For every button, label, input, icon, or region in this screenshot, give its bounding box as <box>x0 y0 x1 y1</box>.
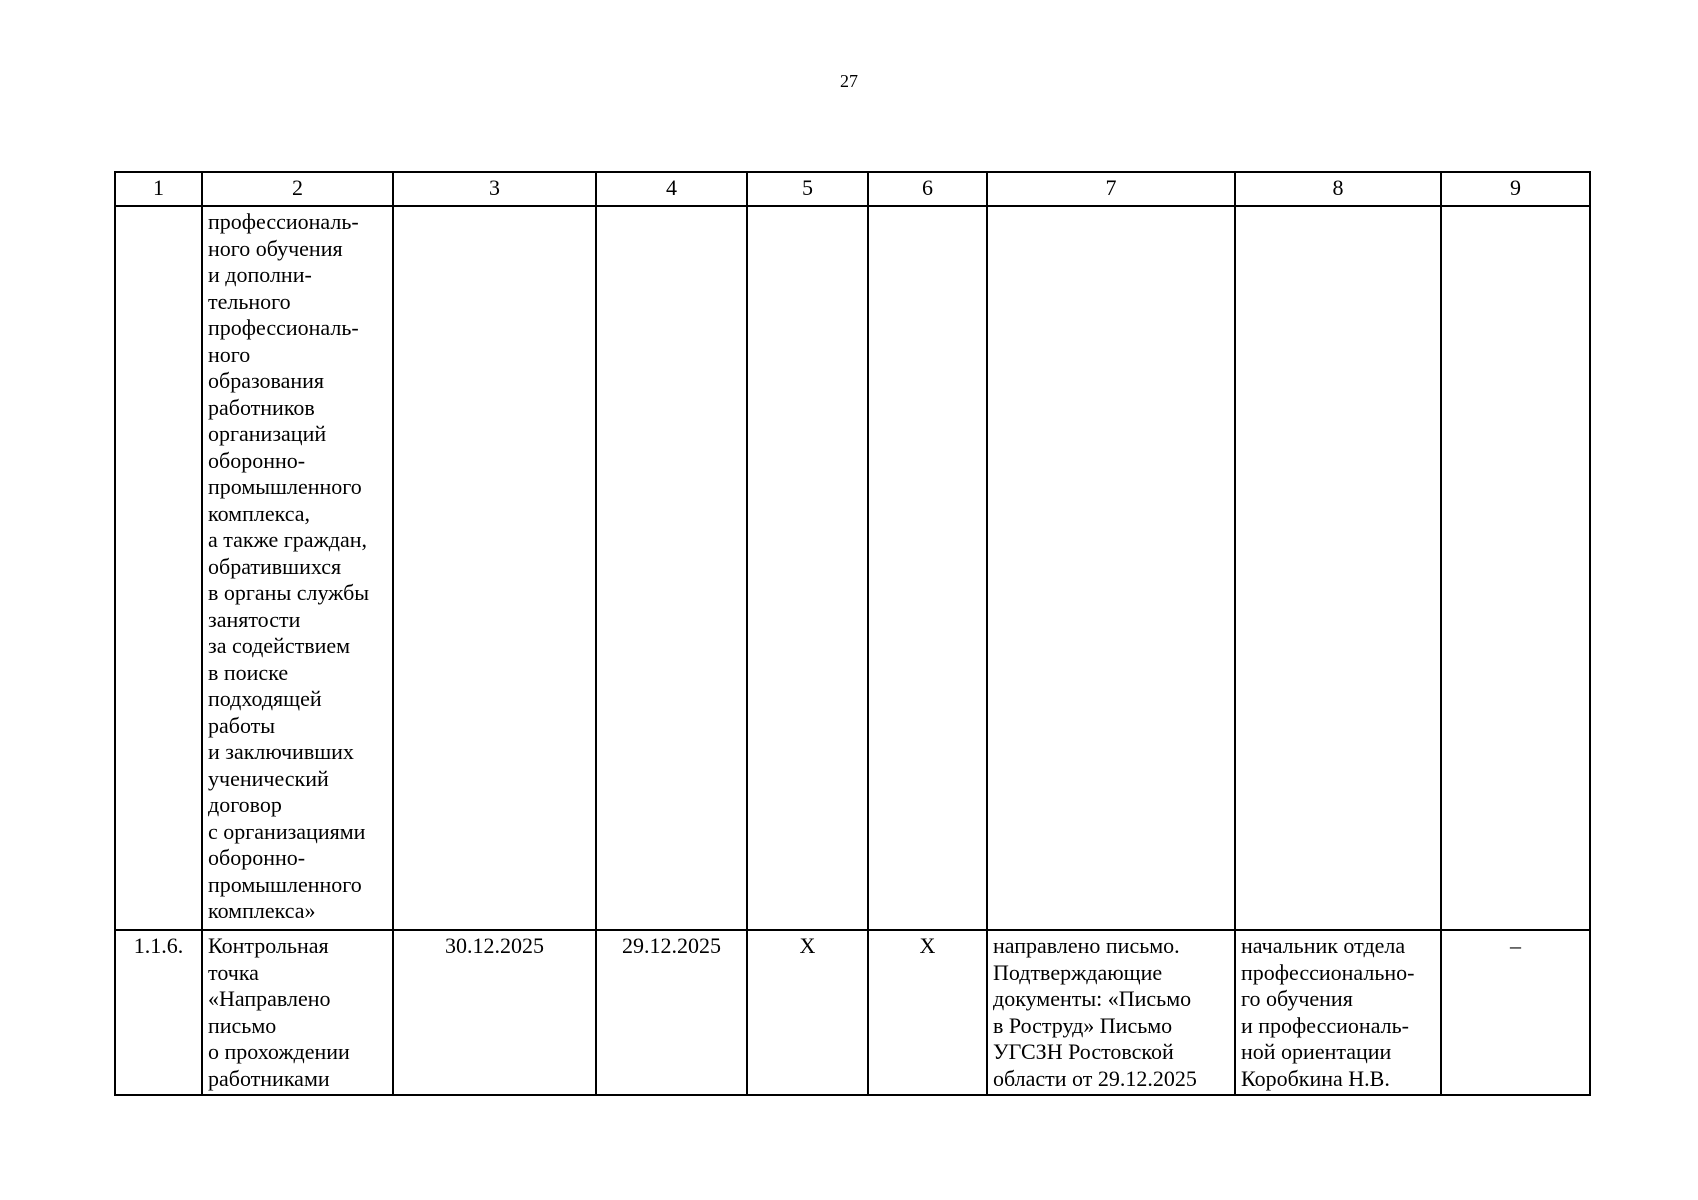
header-col-3: 3 <box>393 172 596 206</box>
header-col-4: 4 <box>596 172 747 206</box>
cell-col-5 <box>747 206 868 930</box>
cell-status <box>987 206 1235 930</box>
header-col-9: 9 <box>1441 172 1590 206</box>
cell-number <box>115 206 202 930</box>
cell-responsible: начальник отдела профессионально- го обучения и профессиональ- ной ориентации Коробкина Н.В. <box>1235 930 1441 1095</box>
table-header <box>115 172 1590 206</box>
document-table <box>114 171 1591 1096</box>
cell-name: профессиональ- ного обучения и дополни- тельного профессиональ- ного образования работников организаций оборонно- промышленного комплекса, а также граждан, обратившихся в органы службы занятости за содействием в поиске подходящей работы и заключивших ученический договор с организациями оборонно- промышленного комплекса» <box>202 206 393 930</box>
cell-col-9 <box>1441 206 1590 930</box>
cell-status: направлено письмо. Подтверждающие документы: «Письмо в Роструд» Письмо УГСЗН Ростовской области от 29.12.2025 <box>987 930 1235 1095</box>
cell-actual-date <box>596 206 747 930</box>
header-col-8: 8 <box>1235 172 1441 206</box>
header-col-1: 1 <box>115 172 202 206</box>
header-col-5: 5 <box>747 172 868 206</box>
table-row-1-1-6 <box>115 930 1590 1095</box>
cell-actual-date: 29.12.2025 <box>596 930 747 1095</box>
cell-col-9: – <box>1441 930 1590 1095</box>
cell-col-5: X <box>747 930 868 1095</box>
page-number: 27 <box>840 71 858 91</box>
header-row <box>115 172 1590 206</box>
header-col-7: 7 <box>987 172 1235 206</box>
cell-planned-date: 30.12.2025 <box>393 930 596 1095</box>
cell-planned-date <box>393 206 596 930</box>
header-col-6: 6 <box>868 172 987 206</box>
cell-col-6 <box>868 206 987 930</box>
cell-name: Контрольная точка «Направлено письмо о прохождении работниками <box>202 930 393 1095</box>
cell-responsible <box>1235 206 1441 930</box>
cell-number: 1.1.6. <box>115 930 202 1095</box>
table-row-continuation <box>115 206 1590 930</box>
header-col-2: 2 <box>202 172 393 206</box>
cell-col-6: X <box>868 930 987 1095</box>
